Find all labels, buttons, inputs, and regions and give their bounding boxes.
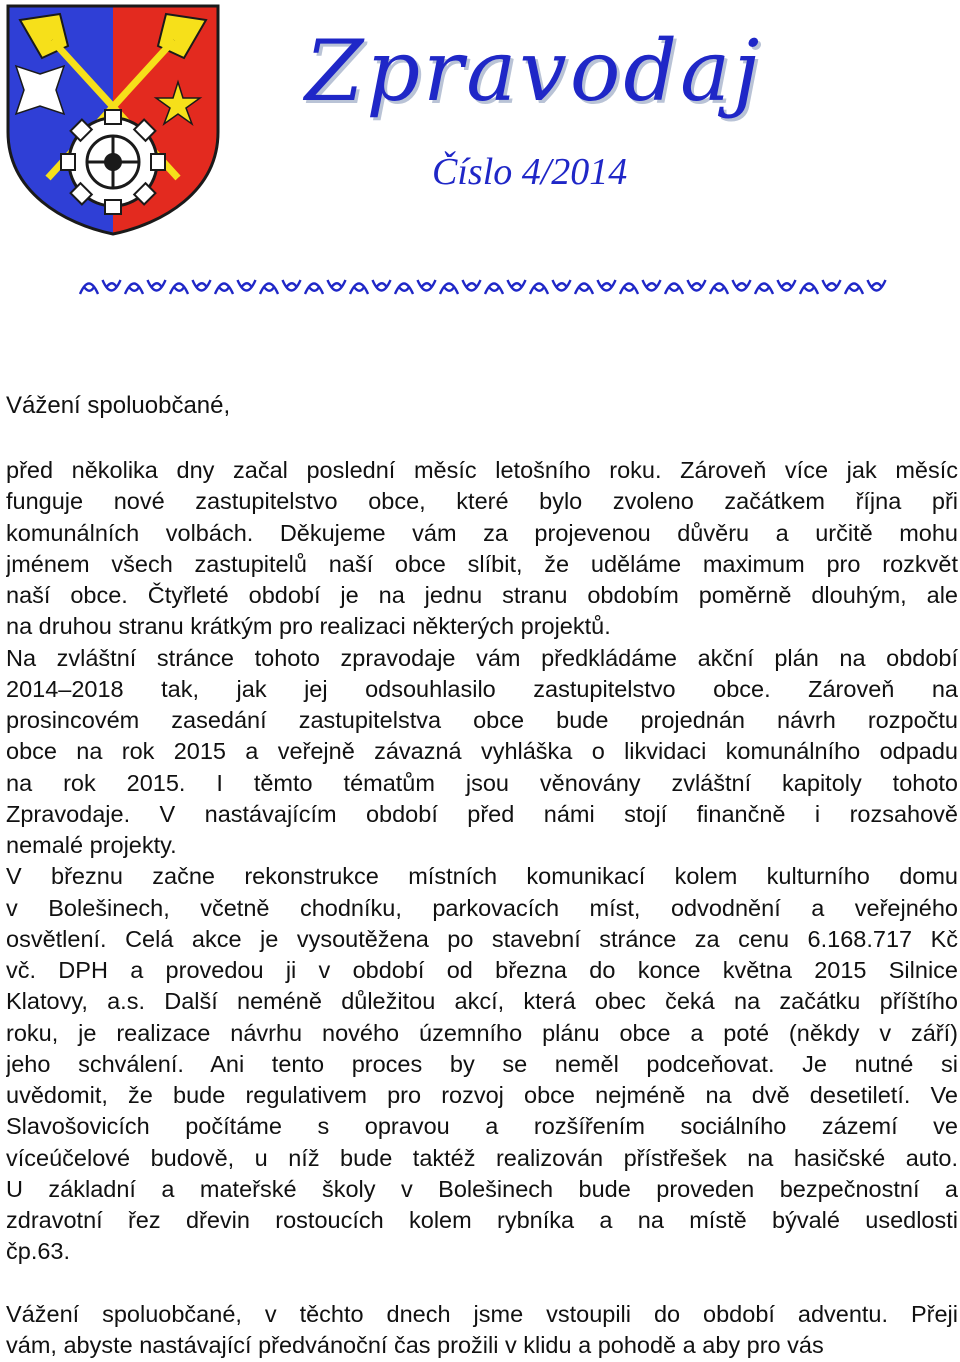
body-line: obce na rok 2015 a veřejně závazná vyhláška o likvidaci komunálního odpadu [6, 738, 958, 765]
body-line: prosincovém zasedání zastupitelstva obce bude projednán návrh rozpočtu [6, 707, 958, 733]
body-line: jménem všech zastupitelů naší obce slíbit, že uděláme maximum pro rozkvět [6, 550, 958, 577]
ornament-glyph [575, 284, 593, 295]
body-line: Na zvláštní stránce tohoto zpravodaje vám předkládáme akční plán na období [6, 644, 958, 671]
issue-number: Číslo 4/2014 [432, 151, 628, 193]
ornament-glyph [553, 280, 571, 291]
body-line: komunálních volbách. Děkujeme vám za projevenou důvěru a určitě mohu [6, 519, 958, 546]
ornament-glyph [755, 284, 773, 295]
ornament-glyph [508, 280, 526, 291]
body-line: na druhou stranu krátkým pro realizaci některých projektů. [6, 613, 611, 640]
coat-of-arms-emblem [2, 2, 224, 238]
body-line: vám, abyste nastávající předvánoční čas prožili v klidu a pohodě a aby pro vás [6, 1331, 824, 1358]
body-line: uvědomit, že bude regulativem pro rozvoj obce nejméně na dvě desetiletí. Ve [6, 1082, 958, 1108]
ornament-glyph [305, 284, 323, 295]
body-line [6, 1268, 958, 1299]
ornament-glyph [778, 280, 796, 291]
ornament-glyph [350, 284, 368, 295]
body-line: U základní a mateřské školy v Bolešinech bude proveden bezpečnostní a [6, 1175, 958, 1202]
body-line: osvětlení. Celá akce je vysoutěžena po stavební stránce za cenu 6.168.717 Kč [6, 925, 958, 952]
body-line: naší obce. Čtyřleté období je na jednu stranu obdobím poměrně dlouhým, ale [6, 582, 958, 608]
ornament-glyph [238, 280, 256, 291]
ornament-glyph [215, 284, 233, 295]
ornament-glyph [800, 284, 818, 295]
ornament-glyph [440, 284, 458, 295]
ornament-glyph [845, 284, 863, 295]
ornament-glyph [485, 284, 503, 295]
ornament-glyph [125, 284, 143, 295]
body-line: Vážení spoluobčané, v těchto dnech jsme vstoupili do období adventu. Přeji [6, 1300, 958, 1327]
ornament-glyph [463, 280, 481, 291]
ornament-glyph [665, 284, 683, 295]
ornament-glyph [148, 280, 166, 291]
ornament-glyph [170, 284, 188, 295]
ornament-glyph [868, 280, 886, 291]
ornament-glyph [620, 284, 638, 295]
body-line: víceúčelové budově, u níž bude taktéž realizován přístřešek na hasičské auto. [6, 1144, 958, 1171]
body-line: roku, je realizace návrhu nového územního plánu obce a poté (někdy v září) [6, 1019, 958, 1046]
newsletter-title: Zpravodaj [305, 22, 763, 120]
ornament-glyph [373, 280, 391, 291]
ornament-glyph [103, 280, 121, 291]
body-line: v Bolešinech, včetně chodníku, parkovacích míst, odvodnění a veřejného [6, 894, 958, 921]
body-line: V březnu začne rekonstrukce místních komunikací kolem kulturního domu [6, 863, 958, 890]
ornament-glyph [328, 280, 346, 291]
body-line: jeho schválení. Ani tento proces by se neměl podceňovat. Je nutné si [6, 1050, 958, 1077]
ornament-glyph [530, 284, 548, 295]
ornament-glyph [598, 280, 616, 291]
body-line: vč. DPH a provedou ji v období od března do konce května 2015 Silnice [6, 957, 958, 983]
body-line: nemalé projekty. [6, 832, 177, 858]
body-line: čp.63. [6, 1238, 71, 1265]
body-line: před několika dny začal poslední měsíc letošního roku. Zároveň více jak měsíc [6, 457, 958, 483]
body-line: zdravotní řez dřevin rostoucích kolem rybníka a na místě bývalé usedlosti [6, 1207, 958, 1233]
ornament-glyph [395, 284, 413, 295]
ornament-glyph [193, 280, 211, 291]
ornament-glyph [823, 280, 841, 291]
body-line: funguje nové zastupitelstvo obce, které bylo zvoleno začátkem října při [6, 488, 958, 515]
ornamental-divider [78, 276, 888, 298]
ornament-glyph [418, 280, 436, 291]
body-line: na rok 2015. I těmto tématům jsou věnovány zvláštní kapitoly tohoto [6, 769, 958, 796]
body-line: Slavošovicích počítáme s opravou a rozšířením sociálního zázemí ve [6, 1113, 958, 1140]
ornament-glyph [688, 280, 706, 291]
ornament-glyph [80, 284, 98, 295]
ornament-glyph [260, 284, 278, 295]
greeting: Vážení spoluobčané, [6, 392, 231, 419]
body-line: 2014–2018 tak, jak jej odsouhlasilo zastupitelstvo obce. Zároveň na [6, 675, 958, 702]
body-line: Zpravodaje. V nastávajícím období před námi stojí finančně i rozsahově [6, 800, 958, 827]
ornament-glyph [710, 284, 728, 295]
letter-body [6, 455, 958, 1361]
ornament-glyph [643, 280, 661, 291]
ornament-glyph [733, 280, 751, 291]
body-line: Klatovy, a.s. Další neméně důležitou akcí, která obec čeká na začátku příštího [6, 988, 958, 1015]
ornament-glyph [283, 280, 301, 291]
